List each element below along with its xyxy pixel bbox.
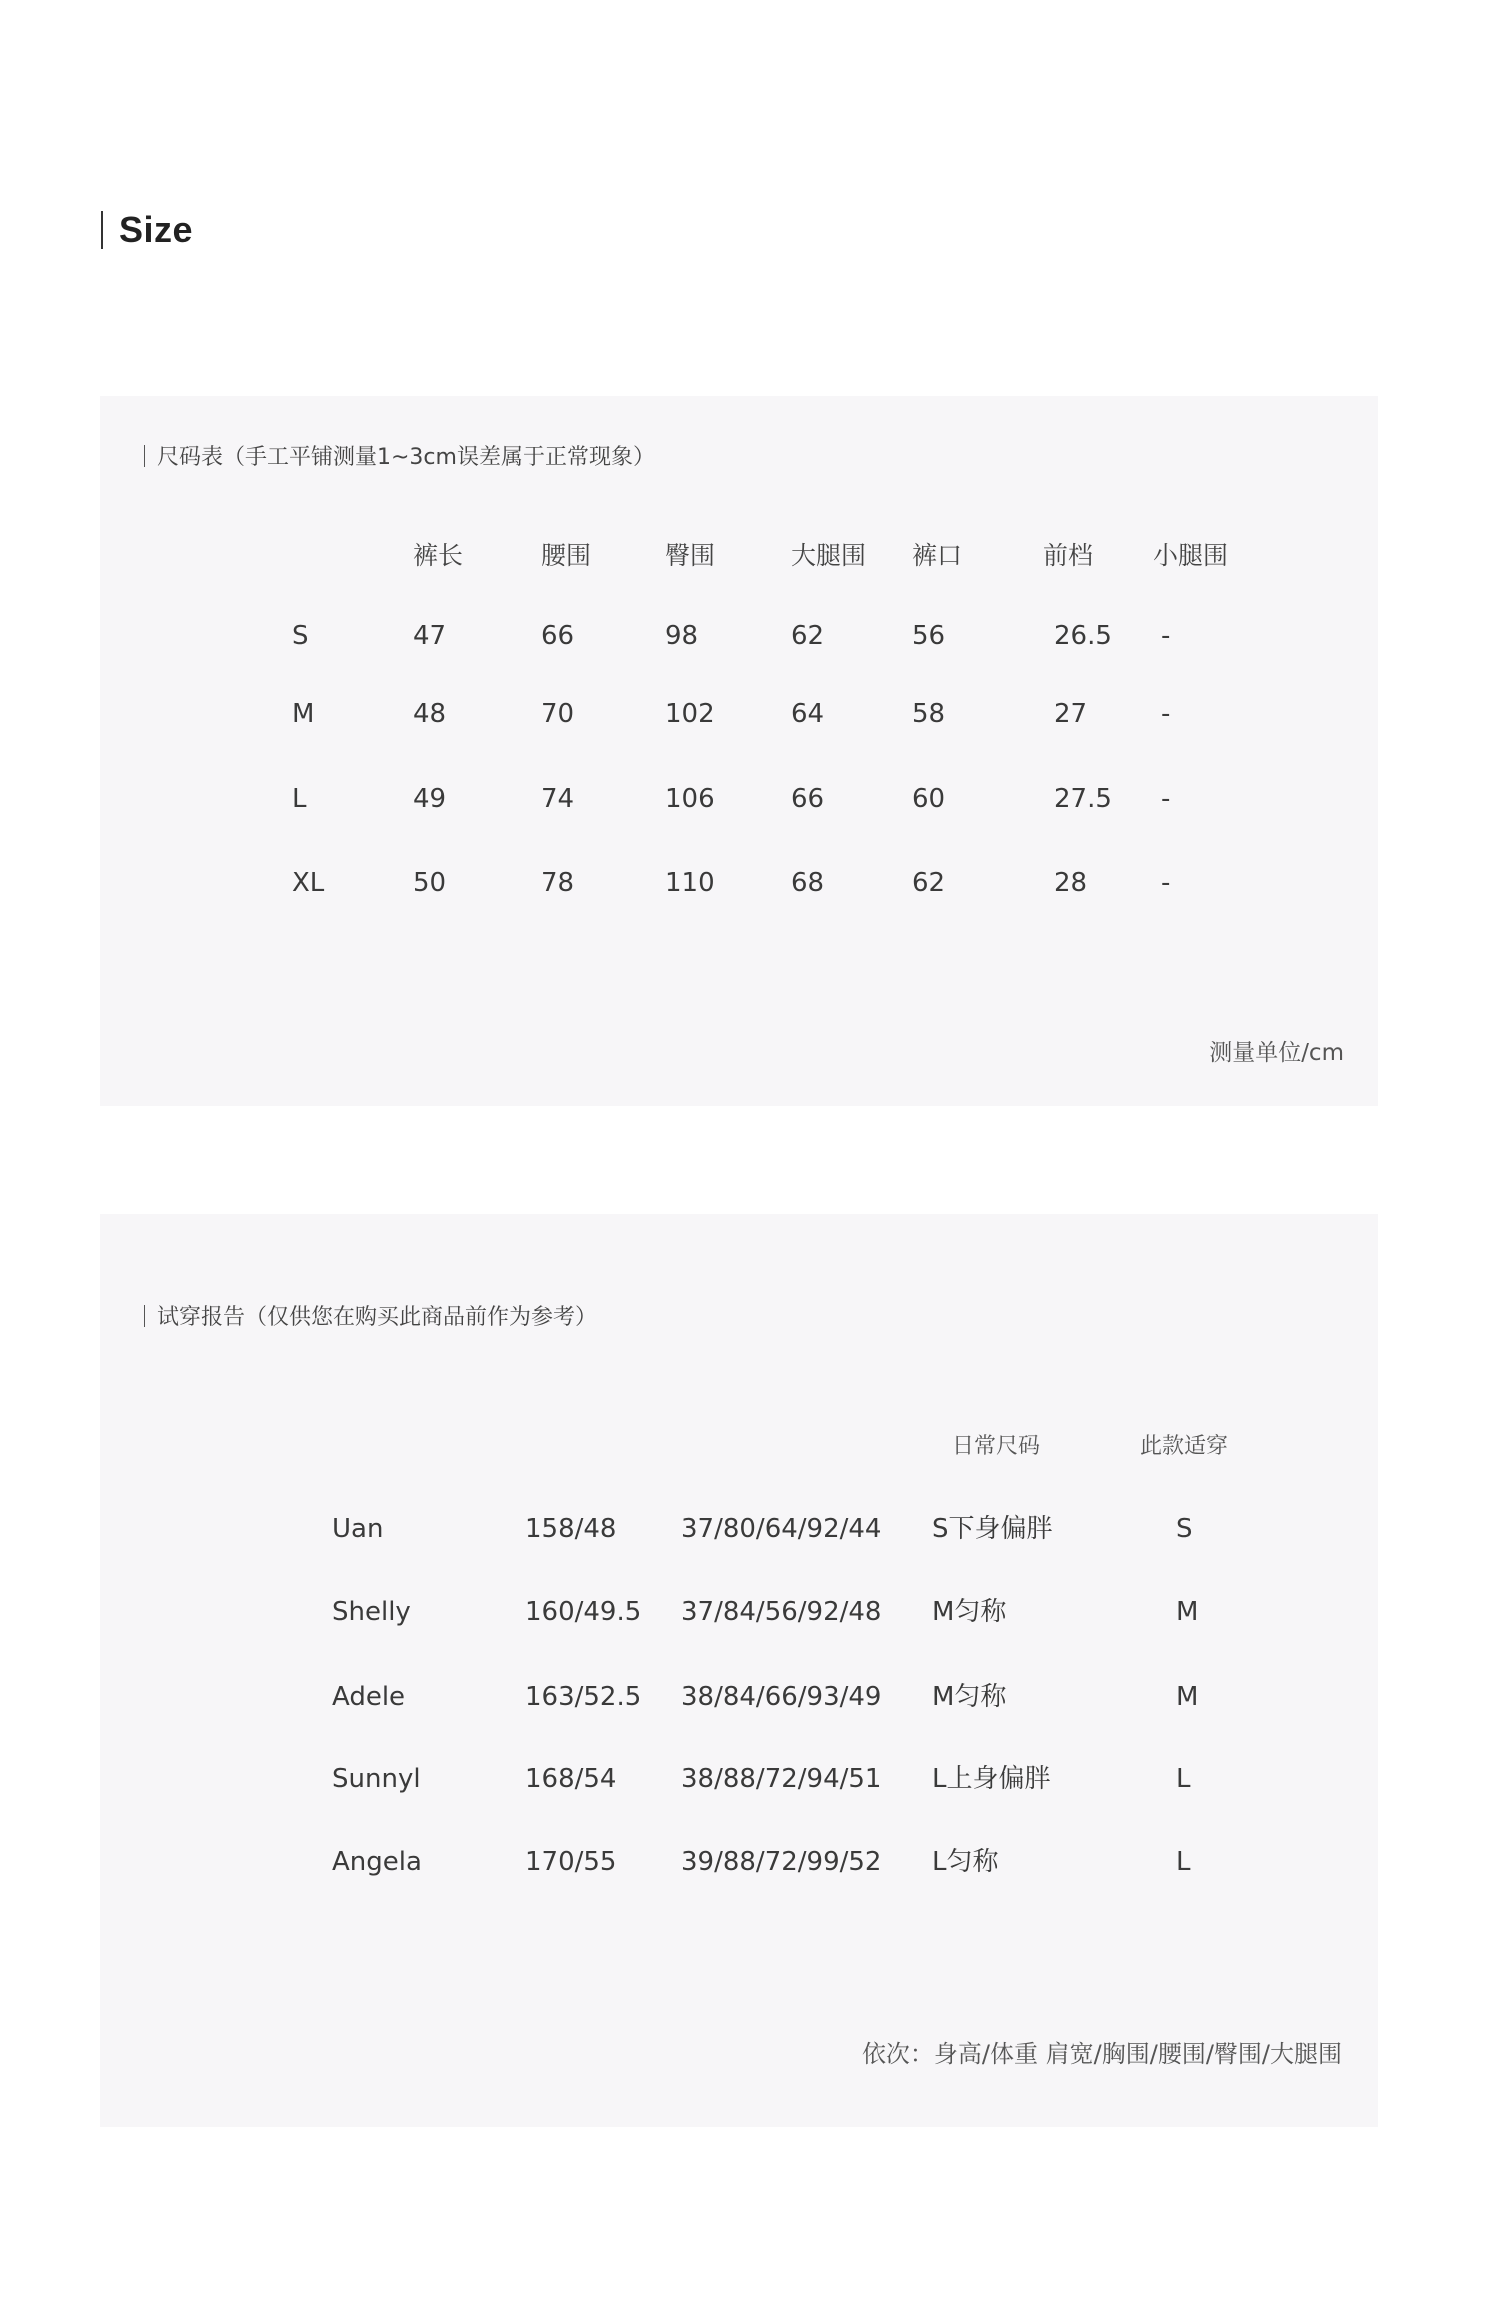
daily-size: M匀称 bbox=[932, 1597, 1007, 1627]
size-column-header: 裤长 bbox=[413, 541, 464, 570]
size-value-cell: 56 bbox=[912, 621, 946, 651]
size-value-cell: 102 bbox=[665, 699, 715, 729]
size-chart-panel bbox=[100, 396, 1378, 1106]
size-value-cell: 27 bbox=[1054, 699, 1088, 729]
size-column-header: 臀围 bbox=[665, 541, 716, 570]
caption-bar bbox=[144, 1305, 145, 1327]
size-value-cell: 47 bbox=[413, 621, 447, 651]
try-on-caption-text: 试穿报告（仅供您在购买此商品前作为参考） bbox=[157, 1305, 598, 1330]
size-column-header: 裤口 bbox=[912, 541, 963, 570]
try-on-column-header: 此款适穿 bbox=[1140, 1434, 1229, 1459]
fit-size: L bbox=[1176, 1847, 1191, 1877]
size-chart-caption bbox=[144, 440, 655, 471]
size-column-header: 前档 bbox=[1043, 541, 1094, 570]
height-weight: 160/49.5 bbox=[525, 1597, 642, 1627]
body-measurements: 39/88/72/99/52 bbox=[681, 1847, 882, 1877]
caption-bar bbox=[144, 445, 145, 467]
size-value-cell: 74 bbox=[541, 784, 575, 814]
size-value-cell: 28 bbox=[1054, 868, 1088, 898]
size-value-cell: 49 bbox=[413, 784, 447, 814]
model-name: Uan bbox=[332, 1514, 384, 1544]
height-weight: 168/54 bbox=[525, 1764, 617, 1794]
size-value-cell: 66 bbox=[541, 621, 575, 651]
size-label: M bbox=[292, 699, 315, 729]
size-value-cell: 48 bbox=[413, 699, 447, 729]
daily-size: L上身偏胖 bbox=[932, 1764, 1051, 1794]
heading-bar bbox=[101, 211, 103, 249]
size-column-header: 小腿围 bbox=[1153, 541, 1229, 570]
page-title: Size bbox=[119, 209, 194, 250]
size-value-cell: 98 bbox=[665, 621, 699, 651]
try-on-caption bbox=[144, 1300, 597, 1331]
model-name: Adele bbox=[332, 1682, 406, 1712]
size-value-cell: 62 bbox=[912, 868, 946, 898]
fit-size: M bbox=[1176, 1597, 1199, 1627]
size-value-cell: 27.5 bbox=[1054, 784, 1112, 814]
fit-size: L bbox=[1176, 1764, 1191, 1794]
size-label: L bbox=[292, 784, 307, 814]
size-label: S bbox=[292, 621, 309, 651]
size-value-cell: 70 bbox=[541, 699, 575, 729]
size-value-cell: 68 bbox=[791, 868, 825, 898]
size-value-cell: - bbox=[1161, 868, 1171, 898]
size-value-cell: - bbox=[1161, 699, 1171, 729]
height-weight: 158/48 bbox=[525, 1514, 617, 1544]
model-name: Shelly bbox=[332, 1597, 411, 1627]
size-column-header: 腰围 bbox=[541, 541, 592, 570]
size-value-cell: 62 bbox=[791, 621, 825, 651]
body-measurements: 38/84/66/93/49 bbox=[681, 1682, 882, 1712]
size-value-cell: 26.5 bbox=[1054, 621, 1112, 651]
size-value-cell: 58 bbox=[912, 699, 946, 729]
body-measurements: 38/88/72/94/51 bbox=[681, 1764, 882, 1794]
daily-size: S下身偏胖 bbox=[932, 1514, 1053, 1544]
size-value-cell: 60 bbox=[912, 784, 946, 814]
fit-size: S bbox=[1176, 1514, 1193, 1544]
body-measurements: 37/80/64/92/44 bbox=[681, 1514, 882, 1544]
size-label: XL bbox=[292, 868, 325, 898]
size-value-cell: - bbox=[1161, 784, 1171, 814]
size-value-cell: 66 bbox=[791, 784, 825, 814]
size-value-cell: 50 bbox=[413, 868, 447, 898]
try-on-panel bbox=[100, 1214, 1378, 2127]
height-weight: 163/52.5 bbox=[525, 1682, 642, 1712]
height-weight: 170/55 bbox=[525, 1847, 617, 1877]
size-value-cell: 106 bbox=[665, 784, 715, 814]
body-measurements: 37/84/56/92/48 bbox=[681, 1597, 882, 1627]
model-name: Angela bbox=[332, 1847, 422, 1877]
section-heading bbox=[101, 210, 193, 250]
unit-note: 测量单位/cm bbox=[1209, 1040, 1344, 1066]
size-column-header: 大腿围 bbox=[791, 541, 867, 570]
daily-size: L匀称 bbox=[932, 1847, 999, 1877]
daily-size: M匀称 bbox=[932, 1682, 1007, 1712]
measurement-order-note: 依次：身高/体重 肩宽/胸围/腰围/臀围/大腿围 bbox=[861, 2040, 1342, 2068]
size-value-cell: 64 bbox=[791, 699, 825, 729]
model-name: Sunnyl bbox=[332, 1764, 421, 1794]
size-value-cell: 110 bbox=[665, 868, 715, 898]
size-value-cell: 78 bbox=[541, 868, 575, 898]
try-on-column-header: 日常尺码 bbox=[952, 1434, 1041, 1459]
size-value-cell: - bbox=[1161, 621, 1171, 651]
fit-size: M bbox=[1176, 1682, 1199, 1712]
size-chart-caption-text: 尺码表（手工平铺测量1~3cm误差属于正常现象） bbox=[157, 445, 655, 470]
